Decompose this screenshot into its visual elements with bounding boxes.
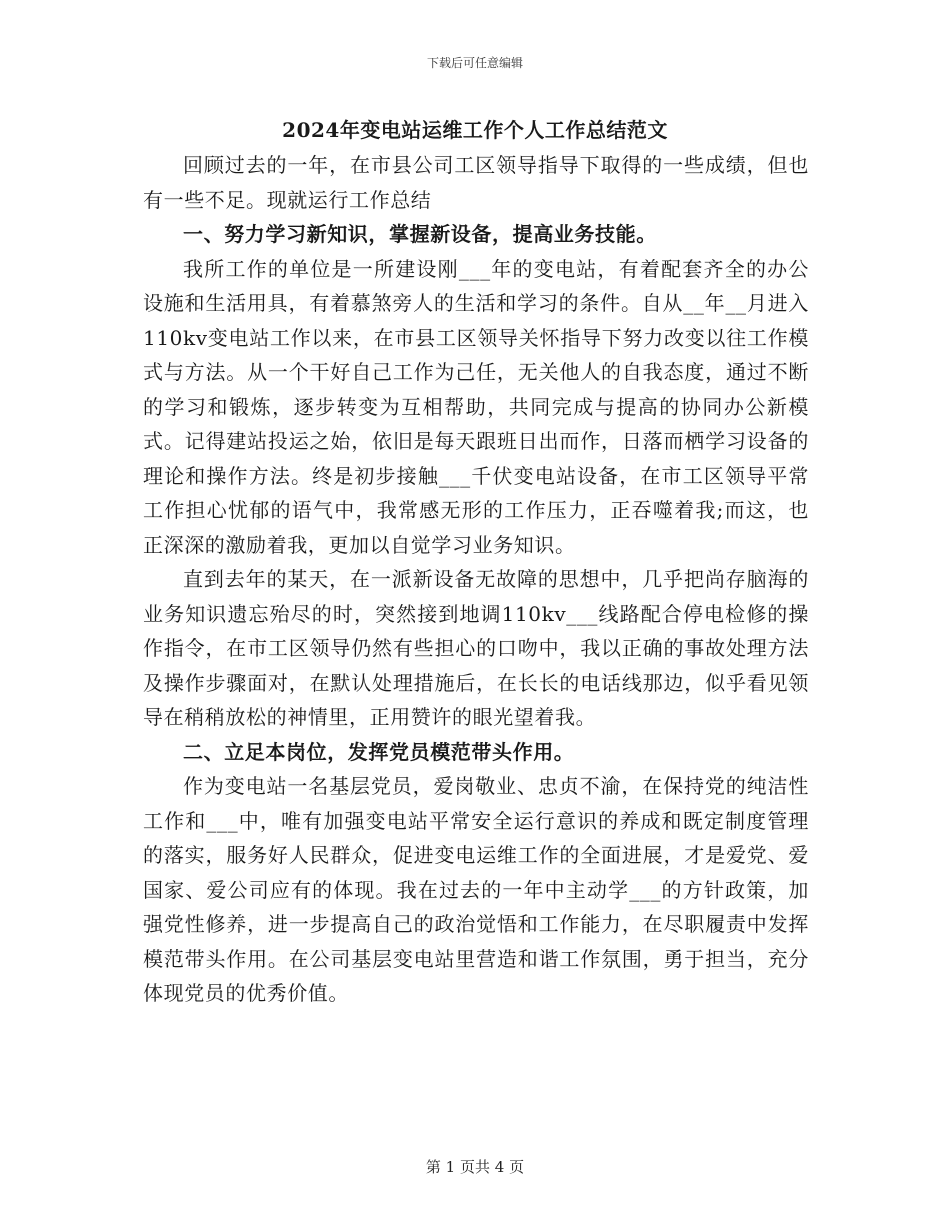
- document-title: 2024年变电站运维工作个人工作总结范文: [282, 118, 668, 142]
- header-note: 下载后可任意编辑: [426, 56, 523, 70]
- section-1-heading: 一、努力学习新知识，掌握新设备，提高业务技能。: [183, 222, 657, 246]
- intro-paragraph: 回顾过去的一年，在市县公司工区领导指导下取得的一些成绩，但也有一些不足。现就运行工作总结: [143, 153, 809, 212]
- section-2-paragraph-1: 作为变电站一名基层党员，爱岗敬业、忠贞不渝，在保持党的纯洁性工作和___中，唯有加强变电站平常安全运行意识的养成和既定制度管理的落实，服务好人民群众，促进变电运维工作的全面进展，才是爱党、爱国家、爱公司应有的体现。我在过去的一年中主动学___的方针政策，加强党性修养，进一步提高自己的政治觉悟和工作能力，在尽职履责中发挥模范带头作用。在公司基层变电站里营造和谐工作氛围，勇于担当，充分体现党员的优秀价值。: [143, 774, 809, 1005]
- section-1-paragraph-2: 直到去年的某天，在一派新设备无故障的思想中，几乎把尚存脑海的业务知识遗忘殆尽的时，突然接到地调110kv___线路配合停电检修的操作指令，在市工区领导仍然有些担心的口吻中，我以正确的事故处理方法及操作步骤面对，在默认处理措施后，在长长的电话线那边，似乎看见领导在稍稍放松的神情里，正用赞许的眼光望着我。: [143, 567, 809, 729]
- section-2-heading: 二、立足本岗位，发挥党员模范带头作用。: [183, 739, 575, 764]
- document-body: [143, 148, 809, 1011]
- page-footer: 第 1 页共 4 页: [425, 1158, 525, 1176]
- section-1-paragraph-1: 我所工作的单位是一所建设刚___年的变电站，有着配套齐全的办公设施和生活用具，有着慕煞旁人的生活和学习的条件。自从__年__月进入110kv变电站工作以来，在市县工区领导关怀指导下努力改变以往工作模式与方法。从一个干好自己工作为己任，无关他人的自我态度，通过不断的学习和锻炼，逐步转变为互相帮助，共同完成与提高的协同办公新模式。记得建站投运之始，依旧是每天跟班日出而作，日落而栖学习设备的理论和操作方法。终是初步接触___千伏变电站设备，在市工区领导平常工作担心忧郁的语气中，我常感无形的工作压力，正吞噬着我;而这，也正深深的激励着我，更加以自觉学习业务知识。: [143, 256, 809, 557]
